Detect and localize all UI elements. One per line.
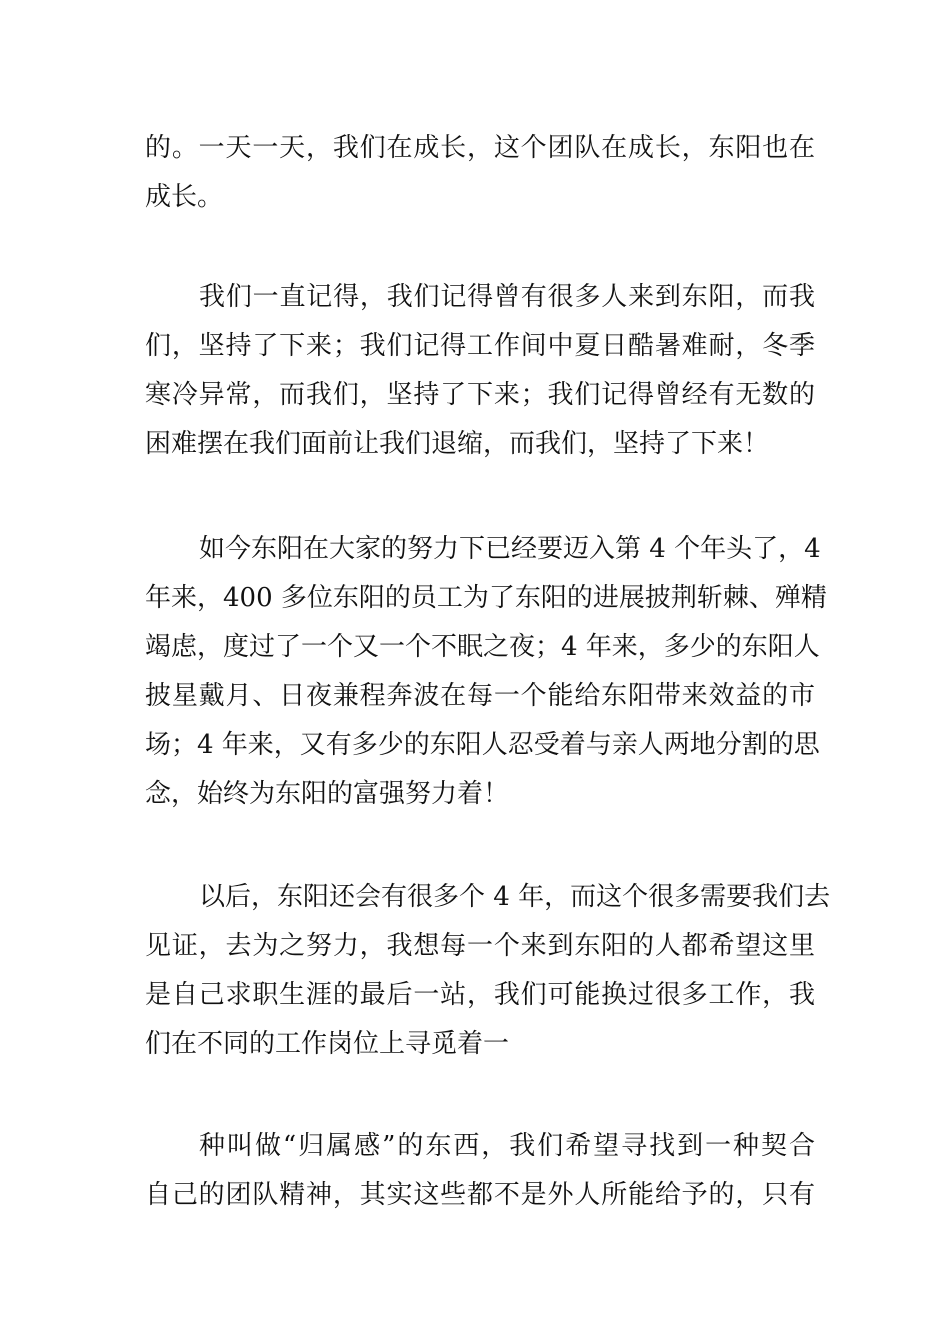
paragraph-line: 们，坚持了下来；我们记得工作间中夏日酷暑难耐，冬季 — [145, 331, 815, 361]
paragraph-5 — [145, 1122, 815, 1220]
paragraph-2 — [145, 273, 815, 469]
paragraph-line: 我们一直记得，我们记得曾有很多人来到东阳，而我 — [199, 282, 815, 312]
paragraph-line: 见证，去为之努力，我想每一个来到东阳的人都希望这里 — [145, 931, 815, 961]
paragraph-line: 以后，东阳还会有很多个 4 年，而这个很多需要我们去 — [199, 882, 831, 912]
paragraph-line: 寒冷异常，而我们，坚持了下来；我们记得曾经有无数的 — [145, 380, 815, 410]
paragraph-line: 种叫做“归属感”的东西，我们希望寻找到一种契合 — [199, 1131, 815, 1161]
paragraph-line: 成长。 — [145, 182, 224, 212]
paragraph-line: 竭虑，度过了一个又一个不眠之夜；4 年来，多少的东阳人 — [145, 632, 820, 662]
paragraph-3 — [145, 525, 827, 819]
paragraph-line: 如今东阳在大家的努力下已经要迈入第 4 个年头了，4 — [199, 534, 821, 564]
paragraph-line: 场；4 年来，又有多少的东阳人忍受着与亲人两地分割的思 — [145, 730, 820, 760]
paragraph-line: 的。一天一天，我们在成长，这个团队在成长，东阳也在 — [145, 133, 815, 163]
paragraph-line: 年来，400 多位东阳的员工为了东阳的进展披荆斩棘、殚精 — [145, 583, 827, 613]
paragraph-line: 困难摆在我们面前让我们退缩，而我们，坚持了下来！ — [145, 429, 770, 459]
paragraph-4 — [145, 873, 831, 1069]
paragraph-line: 念，始终为东阳的富强努力着！ — [145, 779, 510, 809]
paragraph-line: 是自己求职生涯的最后一站，我们可能换过很多工作，我 — [145, 980, 815, 1010]
paragraph-1 — [145, 124, 815, 222]
paragraph-line: 披星戴月、日夜兼程奔波在每一个能给东阳带来效益的市 — [145, 681, 815, 711]
paragraph-line: 们在不同的工作岗位上寻觅着一 — [145, 1029, 510, 1059]
paragraph-line: 自己的团队精神，其实这些都不是外人所能给予的，只有 — [145, 1180, 815, 1210]
